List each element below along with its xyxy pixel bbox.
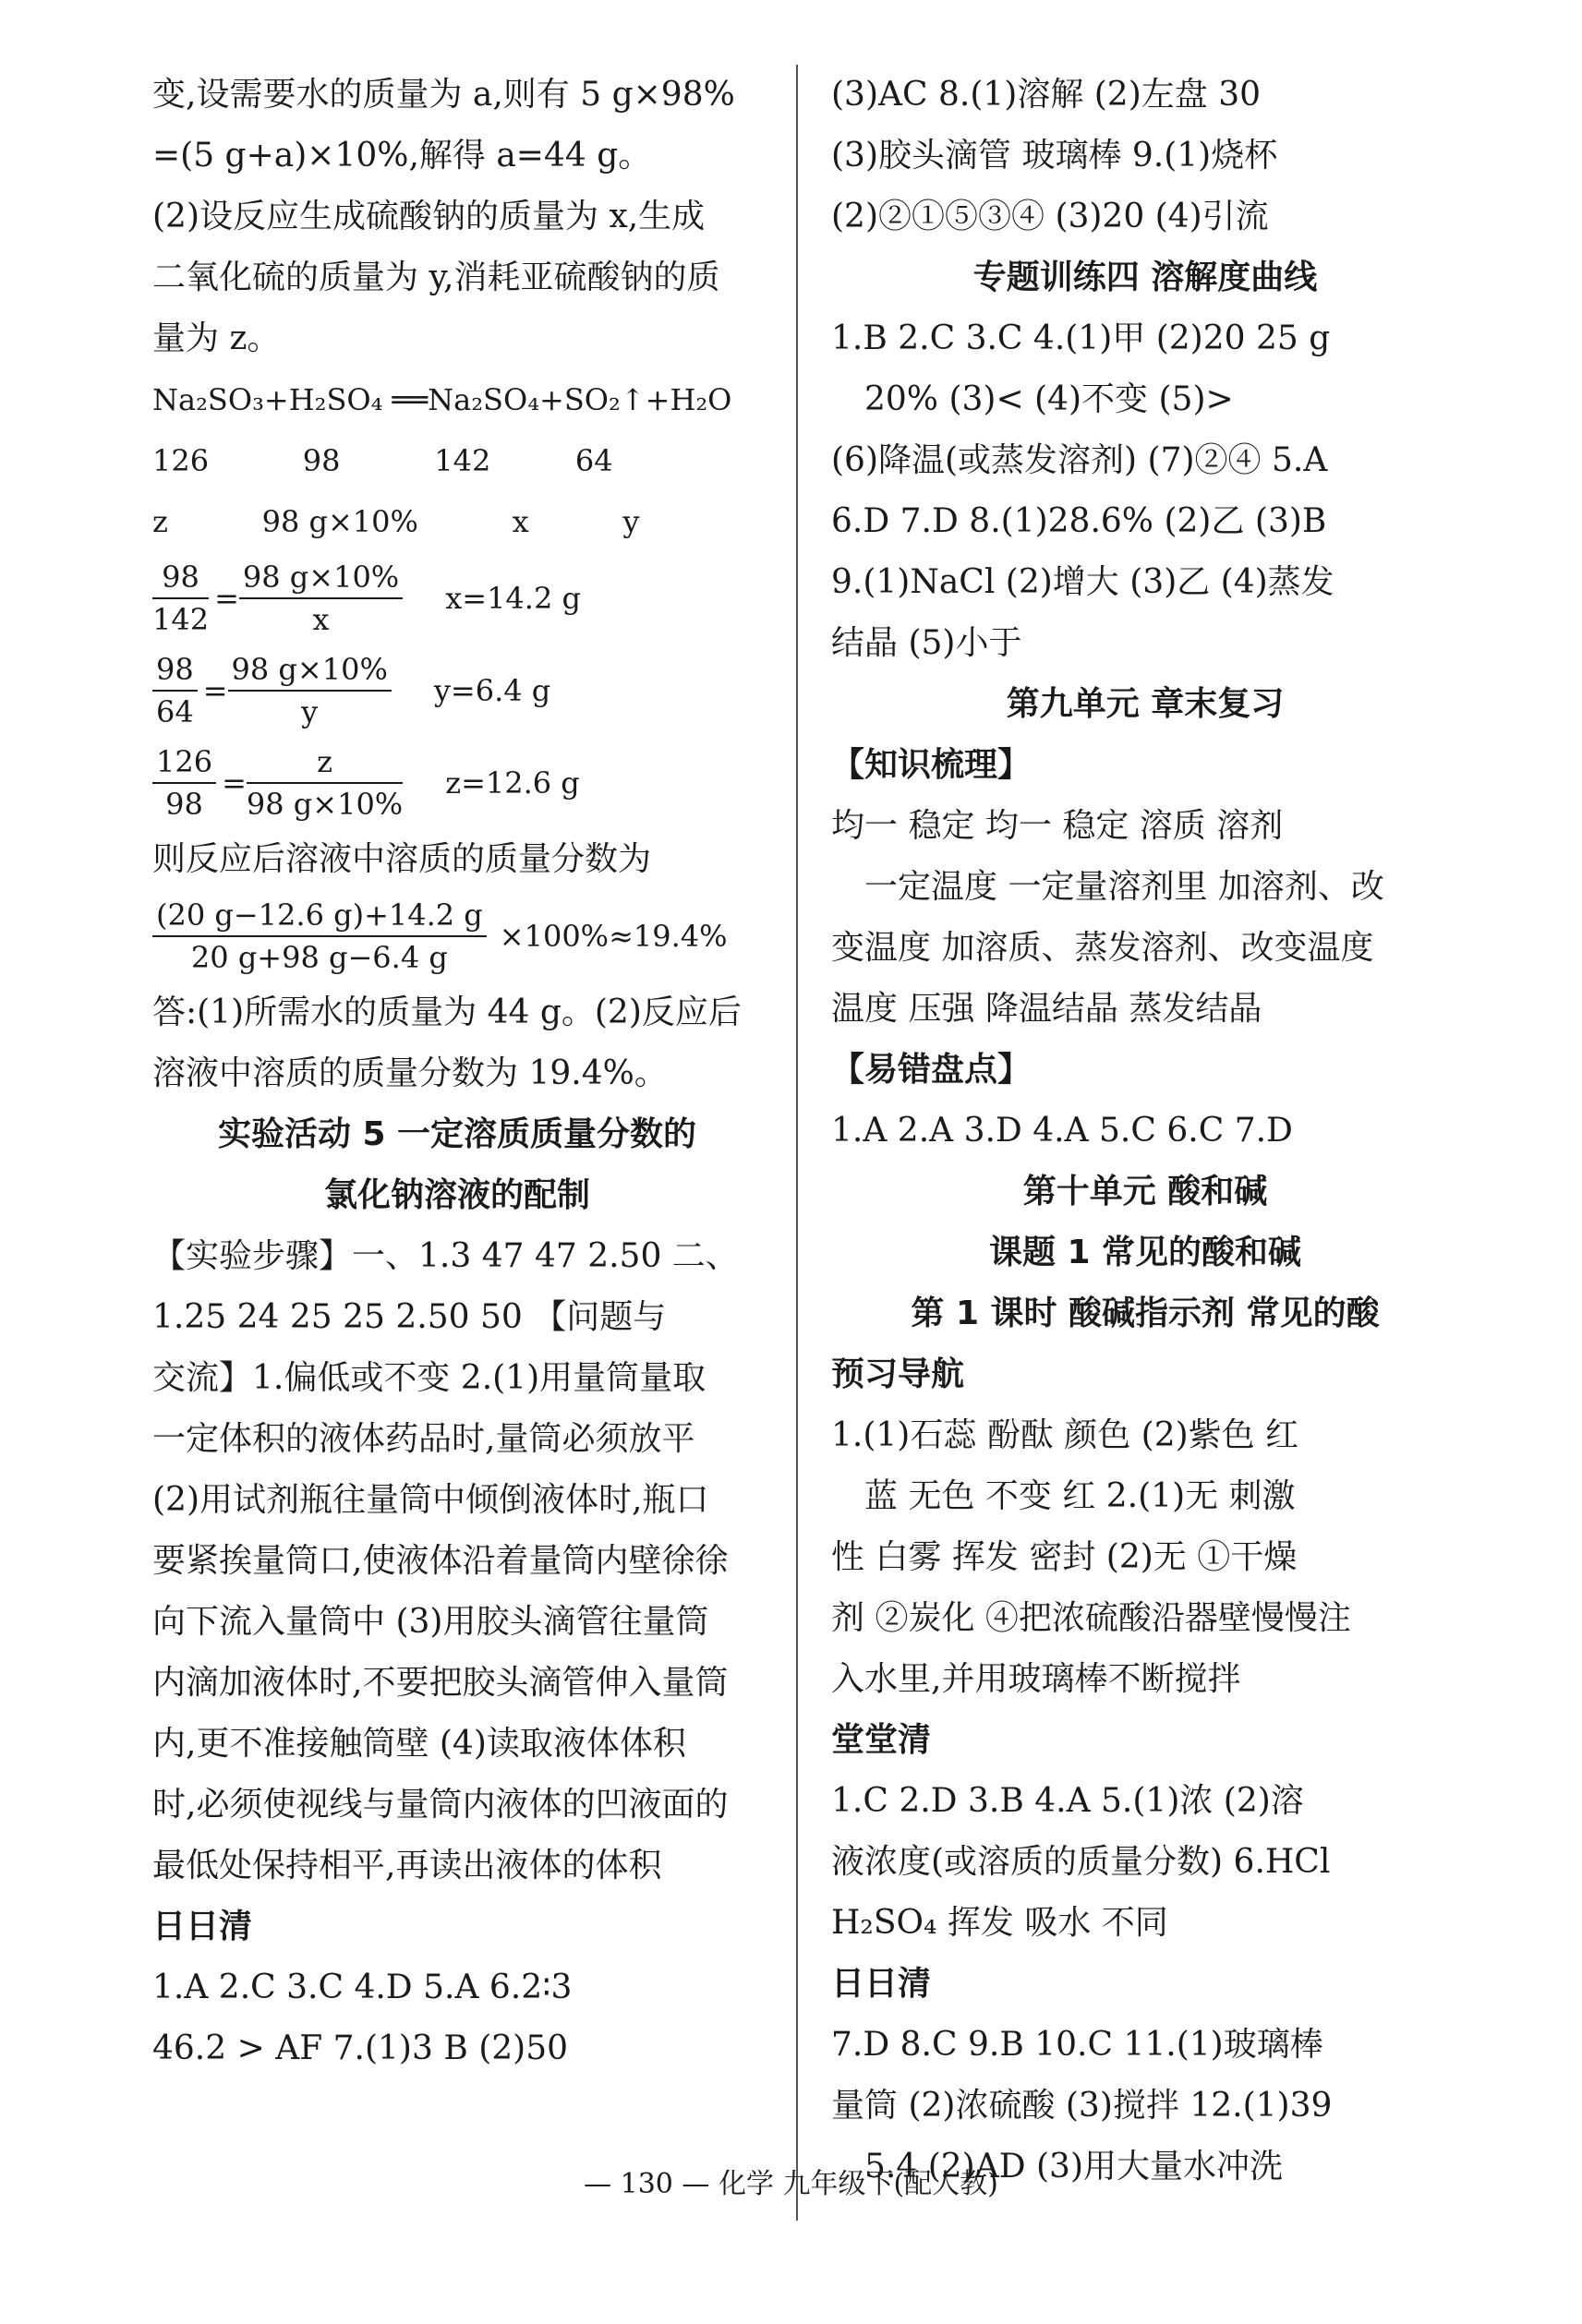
text-line: (3)AC 8.(1)溶解 (2)左盘 30	[831, 76, 1262, 114]
text-line: (2)设反应生成硫酸钠的质量为 x,生成	[152, 198, 706, 235]
text-line: (3)胶头滴管 玻璃棒 9.(1)烧杯	[831, 137, 1278, 175]
text-line: 二氧化硫的质量为 y,消耗亚硫酸钠的质	[152, 259, 720, 296]
text-line: 温度 压强 降温结晶 蒸发结晶	[831, 990, 1262, 1028]
text-line: 量筒 (2)浓硫酸 (3)搅拌 12.(1)39	[831, 2087, 1333, 2125]
text-line: 1.B 2.C 3.C 4.(1)甲 (2)20 25 g	[831, 319, 1331, 357]
text-line: 1.A 2.C 3.C 4.D 5.A 6.2∶3	[152, 1969, 573, 2006]
text-line: 一定体积的液体药品时,量筒必须放平	[152, 1420, 695, 1458]
variable-row: z 98 g×10% x y	[152, 504, 640, 539]
text-line: 一定温度 一定量溶剂里 加溶剂、改	[864, 868, 1384, 906]
text-line: 1.25 24 25 25 2.50 50 【问题与	[152, 1298, 667, 1336]
proportion-z: $\frac{126}{98}$ = $\frac{z}{98 g\times 10\%}$ z=12.6 g	[152, 737, 762, 829]
text-line: (2)用试剂瓶往量筒中倾倒液体时,瓶口	[152, 1481, 709, 1519]
right-column	[831, 65, 1459, 2198]
text-line: (6)降温(或蒸发溶剂) (7)②④ 5.A	[831, 441, 1328, 479]
subsection-heading: 预习导航	[831, 1355, 965, 1393]
text-line: 溶液中溶质的质量分数为 19.4%。	[152, 1054, 668, 1092]
section-heading: 第 1 课时 酸碱指示剂 常见的酸	[911, 1294, 1380, 1332]
page-footer: — 130 — 化学 九年级下(配人教)	[584, 2168, 998, 2200]
text-line: 变温度 加溶质、蒸发溶剂、改变温度	[831, 929, 1374, 967]
mass-fraction-formula: $\frac{(20 g-12.6 g)+14.2 g}{20 g+98 g-6.4 g}$ ×100%≈19.4%	[152, 890, 762, 982]
section-heading: 专题训练四 溶解度曲线	[972, 259, 1318, 296]
text-line: 内,更不准接触筒壁 (4)读取液体体积	[152, 1725, 686, 1763]
text-line: 交流】1.偏低或不变 2.(1)用量筒量取	[152, 1359, 706, 1397]
text-line: 最低处保持相平,再读出液体的体积	[152, 1847, 662, 1884]
text-line: 向下流入量筒中 (3)用胶头滴管往量筒	[152, 1603, 709, 1641]
text-line: 入水里,并用玻璃棒不断搅拌	[831, 1660, 1241, 1698]
text-line: 蓝 无色 不变 红 2.(1)无 刺激	[864, 1477, 1296, 1515]
subsection-heading: 【知识梳理】	[831, 746, 1032, 784]
section-heading: 第九单元 章末复习	[1006, 685, 1285, 723]
text-line: 20% (3)< (4)不变 (5)>	[864, 380, 1234, 418]
text-line: (2)②①⑤③④ (3)20 (4)引流	[831, 198, 1269, 235]
text-line: 6.D 7.D 8.(1)28.6% (2)乙 (3)B	[831, 502, 1327, 540]
left-column	[152, 65, 762, 2079]
text-line: 【实验步骤】一、1.3 47 47 2.50 二、	[152, 1237, 739, 1275]
text-line: =(5 g+a)×10%,解得 a=44 g。	[152, 137, 652, 175]
text-line: 7.D 8.C 9.B 10.C 11.(1)玻璃棒	[831, 2026, 1323, 2064]
text-line: 1.A 2.A 3.D 4.A 5.C 6.C 7.D	[831, 1112, 1293, 1150]
proportion-x: $\frac{98}{142}$ = $\frac{98 g\times 10\%}{x}$ x=14.2 g	[152, 552, 762, 644]
column-divider	[796, 65, 798, 2221]
text-line: H₂SO₄ 挥发 吸水 不同	[831, 1904, 1168, 1942]
chemical-equation: Na₂SO₃+H₂SO₄ ══Na₂SO₄+SO₂↑+H₂O	[152, 382, 732, 417]
text-line: 结晶 (5)小于	[831, 624, 1022, 662]
text-line: 46.2 > AF 7.(1)3 B (2)50	[152, 2029, 569, 2067]
text-line: 内滴加液体时,不要把胶头滴管伸入量筒	[152, 1664, 729, 1702]
subsection-heading: 日日清	[831, 1965, 932, 2003]
text-line: 1.(1)石蕊 酚酞 颜色 (2)紫色 红	[831, 1416, 1299, 1454]
text-line: 则反应后溶液中溶质的质量分数为	[152, 840, 652, 878]
text-line: 剂 ②炭化 ④把浓硫酸沿器壁慢慢注	[831, 1599, 1351, 1637]
text-line: 5.4 (2)AD (3)用大量水冲洗	[864, 2148, 1283, 2186]
proportion-y: $\frac{98}{64}$ = $\frac{98 g\times 10\%}{y}$ y=6.4 g	[152, 644, 762, 737]
section-heading: 课题 1 常见的酸和碱	[988, 1234, 1302, 1271]
text-line: 1.C 2.D 3.B 4.A 5.(1)浓 (2)溶	[831, 1782, 1304, 1820]
text-line: 9.(1)NaCl (2)增大 (3)乙 (4)蒸发	[831, 563, 1334, 601]
subsection-heading: 【易错盘点】	[831, 1051, 1032, 1089]
section-heading: 第十单元 酸和碱	[1022, 1173, 1268, 1210]
text-line: 液浓度(或溶质的质量分数) 6.HCl	[831, 1843, 1331, 1881]
section-heading: 氯化钠溶液的配制	[323, 1176, 590, 1214]
text-line: 变,设需要水的质量为 a,则有 5 g×98%	[152, 76, 735, 114]
subsection-heading: 日日清	[152, 1908, 253, 1945]
subsection-heading: 堂堂清	[831, 1721, 932, 1759]
text-line: 要紧挨量筒口,使液体沿着量筒内壁徐徐	[152, 1542, 729, 1580]
text-line: 性 白雾 挥发 密封 (2)无 ①干燥	[831, 1538, 1298, 1576]
text-line: 答:(1)所需水的质量为 44 g。(2)反应后	[152, 993, 742, 1031]
text-line: 均一 稳定 均一 稳定 溶质 溶剂	[831, 807, 1284, 845]
text-line: 时,必须使视线与量筒内液体的凹液面的	[152, 1786, 729, 1824]
text-line: 量为 z。	[152, 319, 281, 357]
section-heading: 实验活动 5 一定溶质质量分数的	[217, 1115, 697, 1153]
molar-mass-row: 126 98 142 64	[152, 443, 613, 478]
